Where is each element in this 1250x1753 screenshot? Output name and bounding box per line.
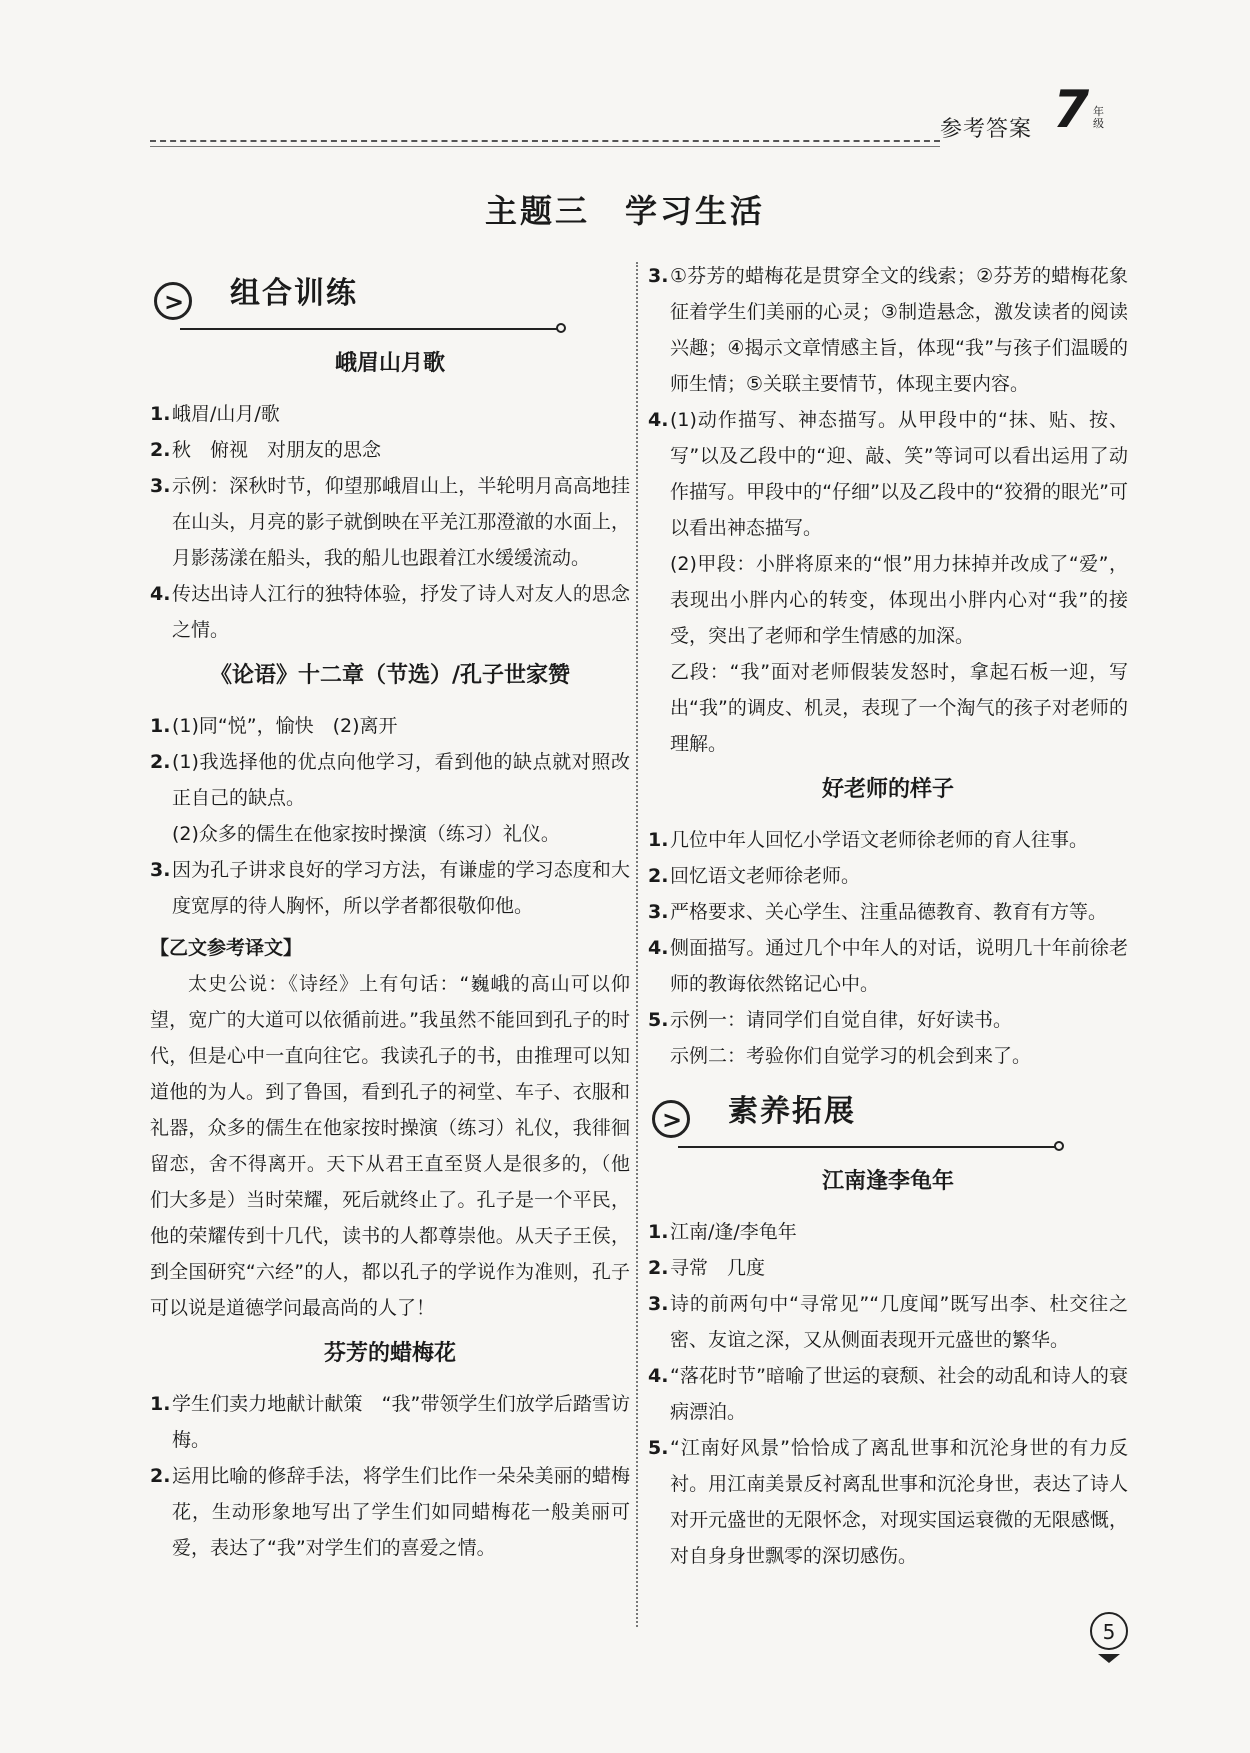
translation-title: 【乙文参考译文】: [150, 937, 303, 959]
banner-text: 组合训练: [230, 276, 358, 311]
answer-subitem: 乙段：“我”面对老师假装发怒时，拿起石板一迎，写出“我”的调皮、机灵，表现了一个淘气的孩子对老师的理解。: [670, 661, 1128, 755]
header-label: 参考答案: [940, 117, 1033, 142]
section-banner-extension: [648, 1088, 1128, 1154]
answer-item: 2. (1)我选择他的优点向他学习，看到他的缺点就对照改正自己的缺点。: [150, 751, 630, 809]
left-column: [150, 270, 630, 1566]
page-triangle-icon: [1098, 1654, 1120, 1663]
answer-item: 2. 运用比喻的修辞手法，将学生们比作一朵朵美丽的蜡梅花，生动形象地写出了学生们如同蜡梅花一般美丽可爱，表达了“我”对学生们的喜爱之情。: [150, 1465, 630, 1559]
page-number: 5: [1090, 1612, 1128, 1650]
answer-item: 4. (1)动作描写、神态描写。从甲段中的“抹、贴、按、写”以及乙段中的“迎、敲、笑”等词可以看出运用了动作描写。甲段中的“仔细”以及乙段中的“狡猾的眼光”可以看出神态描写。: [648, 409, 1128, 539]
answer-item: 2. 秋 俯视 对朋友的思念: [150, 439, 382, 461]
column-divider: [636, 262, 638, 1627]
answer-item: 3. ①芬芳的蜡梅花是贯穿全文的线索；②芬芳的蜡梅花象征着学生们美丽的心灵；③制造悬念，激发读者的阅读兴趣；④揭示文章情感主旨，体现“我”与孩子们温暖的师生情；⑤关联主要情节，体现主要内容。: [648, 265, 1128, 395]
theme-title: 主题三 学习生活: [484, 192, 765, 230]
answer-item: 1. (1)同“悦”，愉快 (2)离开: [150, 715, 398, 737]
grade-badge: [1053, 80, 1104, 140]
answer-item: 1. 峨眉/山月/歌: [150, 403, 280, 425]
section-title: 江南逢李龟年: [821, 1169, 954, 1194]
banner-dot-icon: [556, 323, 566, 333]
banner-text: 素养拓展: [728, 1094, 856, 1129]
section-title: 《论语》十二章（节选）/孔子世家赞: [209, 663, 571, 688]
answer-item: 4. 侧面描写。通过几个中年人的对话，说明几十年前徐老师的教诲依然铭记心中。: [648, 937, 1128, 995]
header-rule-solid: [150, 146, 940, 147]
banner-dot-icon: [1054, 1141, 1064, 1151]
answer-item: 3. 示例：深秋时节，仰望那峨眉山上，半轮明月高高地挂在山头，月亮的影子就倒映在平羌江那澄澈的水面上，月影荡漾在船头，我的船儿也跟着江水缓缓流动。: [150, 475, 630, 569]
arrow-right-icon: >: [154, 282, 192, 320]
section-title: 好老师的样子: [821, 777, 954, 802]
answer-item: 2. 寻常 几度: [648, 1257, 766, 1279]
grade-number: 7: [1053, 80, 1090, 140]
grade-word: 年级: [1093, 105, 1104, 130]
answer-subitem: (2)甲段：小胖将原来的“恨”用力抹掉并改成了“爱”，表现出小胖内心的转变，体现出小胖内心对“我”的接受，突出了老师和学生情感的加深。: [670, 553, 1128, 647]
banner-underline: [180, 328, 560, 330]
answer-subitem: 示例二：考验你们自觉学习的机会到来了。: [670, 1045, 1032, 1067]
translation-text: 太史公说：《诗经》上有句话：“巍峨的高山可以仰望，宽广的大道可以依循前进。”我虽然不能回到孔子的时代，但是心中一直向往它。我读孔子的书，由推理可以知道他的为人。到了鲁国，看到孔子的祠堂、车子、衣服和礼器，众多的儒生在他家按时操演（练习）礼仪，我徘徊留恋，舍不得离开。天下从君王直至贤人是很多的，（他们大多是）当时荣耀，死后就终止了。孔子是一个平民，他的荣耀传到十几代，读书的人都尊崇他。从天子王侯，到全国研究“六经”的人，都以孔子的学说作为准则，孔子可以说是道德学问最高尚的人了！: [150, 973, 630, 1319]
answer-item: 1. 江南/逢/李龟年: [648, 1221, 797, 1243]
answer-subitem: (2)众多的儒生在他家按时操演（练习）礼仪。: [172, 823, 560, 845]
answer-item: 1. 学生们卖力地献计献策 “我”带领学生们放学后踏雪访梅。: [150, 1393, 630, 1451]
arrow-right-icon: >: [652, 1100, 690, 1138]
answer-item: 3. 因为孔子讲求良好的学习方法，有谦虚的学习态度和大度宽厚的待人胸怀，所以学者都很敬仰他。: [150, 859, 630, 917]
answer-item: 2. 回忆语文老师徐老师。: [648, 865, 861, 887]
answer-item: 4. “落花时节”暗喻了世运的衰颓、社会的动乱和诗人的衰病漂泊。: [648, 1365, 1128, 1423]
header-rule: [150, 140, 940, 142]
answer-item: 3. 严格要求、关心学生、注重品德教育、教育有方等。: [648, 901, 1108, 923]
right-column: [648, 258, 1128, 1574]
answer-item: 5. “江南好风景”恰恰成了离乱世事和沉沦身世的有力反衬。用江南美景反衬离乱世事和沉沦身世，表达了诗人对开元盛世的无限怀念，对现实国运衰微的无限感慨，对自身身世飘零的深切感伤。: [648, 1437, 1128, 1567]
section-title: 峨眉山月歌: [334, 351, 445, 376]
answer-item: 4. 传达出诗人江行的独特体验，抒发了诗人对友人的思念之情。: [150, 583, 630, 641]
banner-underline: [678, 1146, 1058, 1148]
section-title: 芬芳的蜡梅花: [323, 1341, 456, 1366]
answer-item: 5. 示例一：请同学们自觉自律，好好读书。: [648, 1009, 1013, 1031]
answer-item: 1. 几位中年人回忆小学语文老师徐老师的育人往事。: [648, 829, 1089, 851]
answer-item: 3. 诗的前两句中“寻常见”“几度闻”既写出李、杜交往之密、友谊之深，又从侧面表现开元盛世的繁华。: [648, 1293, 1128, 1351]
section-banner-training: [150, 270, 630, 336]
